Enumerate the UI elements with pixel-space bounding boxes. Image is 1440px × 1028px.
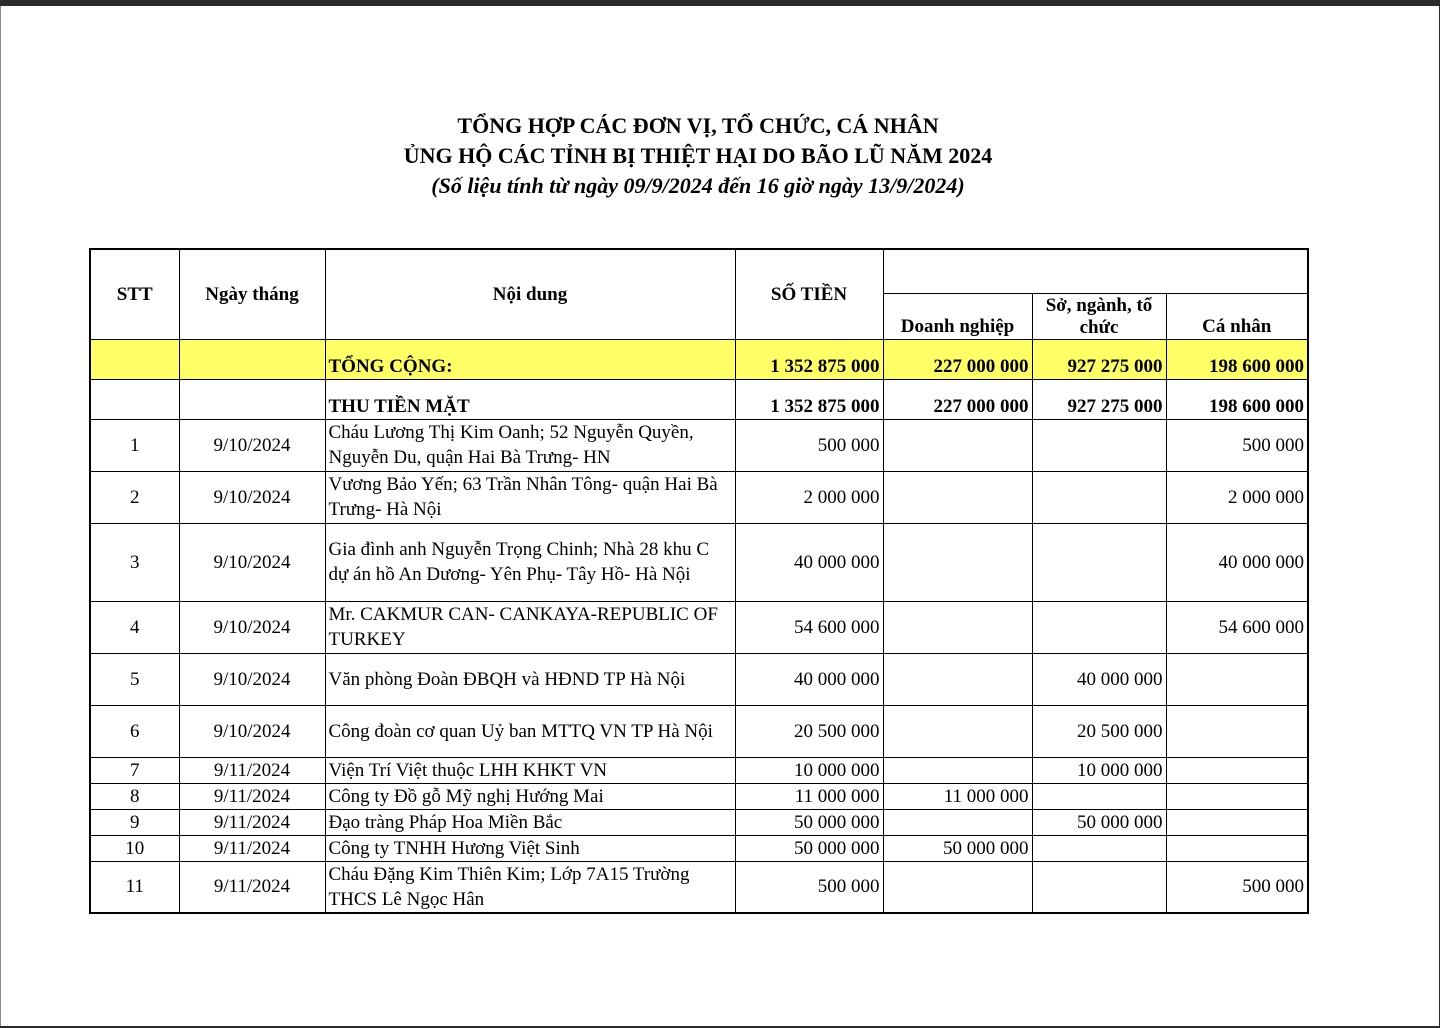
row-business xyxy=(883,809,1032,835)
total-business: 227 000 000 xyxy=(883,339,1032,379)
row-stt: 8 xyxy=(90,783,179,809)
row-individual xyxy=(1166,653,1308,705)
row-content: Công ty Đồ gỗ Mỹ nghị Hướng Mai xyxy=(325,783,735,809)
document-page xyxy=(0,6,1439,1026)
row-individual xyxy=(1166,757,1308,783)
row-business xyxy=(883,861,1032,913)
row-date: 9/10/2024 xyxy=(179,601,325,653)
row-business: 11 000 000 xyxy=(883,783,1032,809)
header-amount: SỐ TIỀN xyxy=(735,249,883,339)
row-stt: 11 xyxy=(90,861,179,913)
row-org xyxy=(1032,783,1166,809)
total-label: TỔNG CỘNG: xyxy=(325,339,735,379)
row-content: Văn phòng Đoàn ĐBQH và HĐND TP Hà Nội xyxy=(325,653,735,705)
row-business xyxy=(883,471,1032,523)
total-amount: 1 352 875 000 xyxy=(735,339,883,379)
row-stt: 2 xyxy=(90,471,179,523)
row-amount: 10 000 000 xyxy=(735,757,883,783)
row-org xyxy=(1032,861,1166,913)
row-stt: 5 xyxy=(90,653,179,705)
row-amount: 20 500 000 xyxy=(735,705,883,757)
row-content: Cháu Lương Thị Kim Oanh; 52 Nguyễn Quyền, Nguyễn Du, quận Hai Bà Trưng- HN xyxy=(325,419,735,471)
row-individual: 2 000 000 xyxy=(1166,471,1308,523)
row-stt: 1 xyxy=(90,419,179,471)
row-stt: 10 xyxy=(90,835,179,861)
row-org xyxy=(1032,601,1166,653)
header-stt: STT xyxy=(90,249,179,339)
row-stt: 3 xyxy=(90,523,179,601)
row-stt: 4 xyxy=(90,601,179,653)
cash-stt-cell xyxy=(90,379,179,419)
table-row xyxy=(90,523,1308,601)
header-individual: Cá nhân xyxy=(1166,293,1308,339)
row-content: Cháu Đặng Kim Thiên Kim; Lớp 7A15 Trường THCS Lê Ngọc Hân xyxy=(325,861,735,913)
row-date: 9/11/2024 xyxy=(179,861,325,913)
row-date: 9/11/2024 xyxy=(179,809,325,835)
row-individual xyxy=(1166,835,1308,861)
row-amount: 40 000 000 xyxy=(735,523,883,601)
row-amount: 40 000 000 xyxy=(735,653,883,705)
table-row xyxy=(90,861,1308,913)
row-amount: 54 600 000 xyxy=(735,601,883,653)
row-date: 9/11/2024 xyxy=(179,835,325,861)
row-stt: 7 xyxy=(90,757,179,783)
row-org: 20 500 000 xyxy=(1032,705,1166,757)
row-amount: 500 000 xyxy=(735,861,883,913)
donation-table xyxy=(89,248,1309,914)
row-org xyxy=(1032,835,1166,861)
row-date: 9/10/2024 xyxy=(179,523,325,601)
row-individual xyxy=(1166,783,1308,809)
table-row xyxy=(90,653,1308,705)
row-business xyxy=(883,653,1032,705)
row-individual: 500 000 xyxy=(1166,861,1308,913)
table-row xyxy=(90,601,1308,653)
table-row xyxy=(90,757,1308,783)
row-amount: 500 000 xyxy=(735,419,883,471)
table-row xyxy=(90,809,1308,835)
row-content: Mr. CAKMUR CAN- CANKAYA-REPUBLIC OF TURKEY xyxy=(325,601,735,653)
row-stt: 6 xyxy=(90,705,179,757)
cash-amount: 1 352 875 000 xyxy=(735,379,883,419)
total-row xyxy=(90,339,1308,379)
row-content: Viện Trí Việt thuộc LHH KHKT VN xyxy=(325,757,735,783)
cash-business: 227 000 000 xyxy=(883,379,1032,419)
cash-individual: 198 600 000 xyxy=(1166,379,1308,419)
row-individual: 40 000 000 xyxy=(1166,523,1308,601)
row-date: 9/10/2024 xyxy=(179,419,325,471)
document-title-line-1: TỔNG HỢP CÁC ĐƠN VỊ, TỔ CHỨC, CÁ NHÂN xyxy=(457,113,939,138)
row-org: 50 000 000 xyxy=(1032,809,1166,835)
header-org: Sở, ngành, tổ chức xyxy=(1032,293,1166,339)
row-org xyxy=(1032,471,1166,523)
table-row xyxy=(90,783,1308,809)
total-stt-cell xyxy=(90,339,179,379)
row-stt: 9 xyxy=(90,809,179,835)
row-business xyxy=(883,705,1032,757)
table-row xyxy=(90,835,1308,861)
row-business xyxy=(883,523,1032,601)
cash-row xyxy=(90,379,1308,419)
header-content: Nội dung xyxy=(325,249,735,339)
row-individual xyxy=(1166,705,1308,757)
row-content: Công đoàn cơ quan Uỷ ban MTTQ VN TP Hà Nội xyxy=(325,705,735,757)
row-content: Công ty TNHH Hương Việt Sinh xyxy=(325,835,735,861)
cash-org: 927 275 000 xyxy=(1032,379,1166,419)
row-amount: 11 000 000 xyxy=(735,783,883,809)
row-date: 9/11/2024 xyxy=(179,783,325,809)
row-individual: 500 000 xyxy=(1166,419,1308,471)
row-business xyxy=(883,419,1032,471)
table-row xyxy=(90,705,1308,757)
row-date: 9/10/2024 xyxy=(179,705,325,757)
table-row xyxy=(90,419,1308,471)
header-breakdown-group xyxy=(883,249,1308,293)
cash-date-cell xyxy=(179,379,325,419)
row-amount: 50 000 000 xyxy=(735,809,883,835)
total-org: 927 275 000 xyxy=(1032,339,1166,379)
row-amount: 50 000 000 xyxy=(735,835,883,861)
row-org: 40 000 000 xyxy=(1032,653,1166,705)
cash-label: THU TIỀN MẶT xyxy=(325,379,735,419)
row-org: 10 000 000 xyxy=(1032,757,1166,783)
row-business: 50 000 000 xyxy=(883,835,1032,861)
row-individual xyxy=(1166,809,1308,835)
row-business xyxy=(883,757,1032,783)
row-amount: 2 000 000 xyxy=(735,471,883,523)
total-individual: 198 600 000 xyxy=(1166,339,1308,379)
total-date-cell xyxy=(179,339,325,379)
row-content: Gia đình anh Nguyễn Trọng Chinh; Nhà 28 khu C dự án hồ An Dương- Yên Phụ- Tây Hồ- Hà Nội xyxy=(325,523,735,601)
row-business xyxy=(883,601,1032,653)
header-business: Doanh nghiệp xyxy=(883,293,1032,339)
row-content: Đạo tràng Pháp Hoa Miền Bắc xyxy=(325,809,735,835)
row-date: 9/10/2024 xyxy=(179,653,325,705)
row-date: 9/11/2024 xyxy=(179,757,325,783)
row-content: Vương Bảo Yến; 63 Trần Nhân Tông- quận Hai Bà Trưng- Hà Nội xyxy=(325,471,735,523)
document-title-line-2: ỦNG HỘ CÁC TỈNH BỊ THIỆT HẠI DO BÃO LŨ NĂM 2024 xyxy=(403,143,993,168)
row-individual: 54 600 000 xyxy=(1166,601,1308,653)
table-row xyxy=(90,471,1308,523)
document-subtitle-date-range: (Số liệu tính từ ngày 09/9/2024 đến 16 giờ ngày 13/9/2024) xyxy=(431,173,965,198)
row-date: 9/10/2024 xyxy=(179,471,325,523)
header-date: Ngày tháng xyxy=(179,249,325,339)
row-org xyxy=(1032,419,1166,471)
row-org xyxy=(1032,523,1166,601)
